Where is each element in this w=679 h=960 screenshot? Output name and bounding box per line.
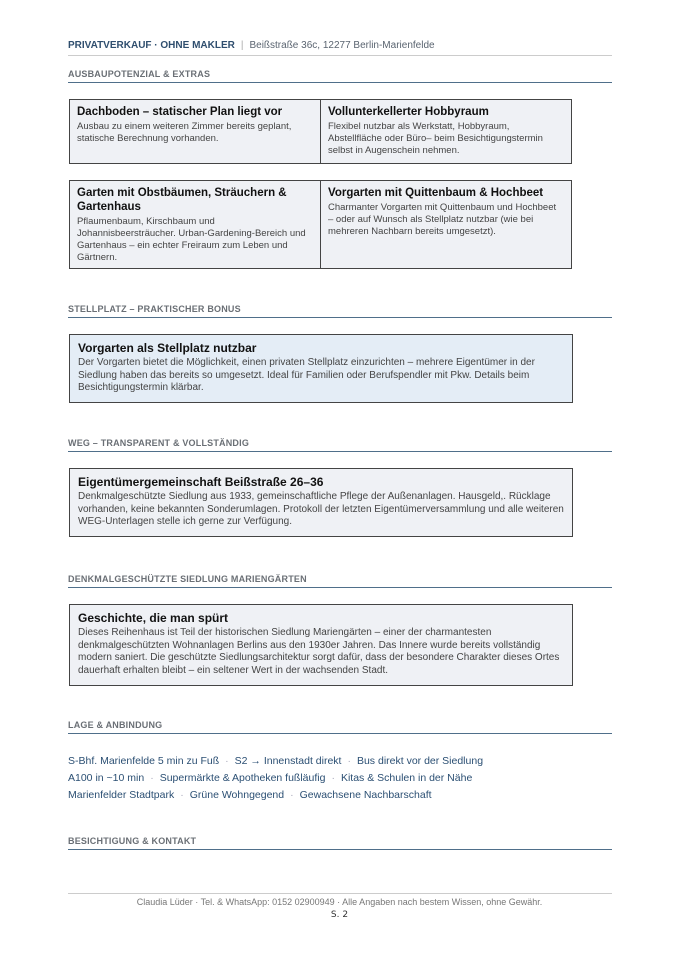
denkmal-box xyxy=(69,604,573,686)
stellplatz-box xyxy=(69,334,573,403)
box-title: Eigentümergemeinschaft Beißstraße 26–36 xyxy=(78,475,324,489)
card-title: Vollunterkellerter Hobbyraum xyxy=(328,106,489,118)
header-separator: | xyxy=(240,40,244,51)
box-text: Dieses Reihenhaus ist Teil der historischen Siedlung Mariengärten – einer der charmantesten denkmalgeschützten Wohnanlagen Berlins aus den 1930er Jahren. Das Innere wurde bereits vollständig modern saniert. Die geschützte Siedlungsarchitektur sorgt dafür, dass der besondere Charakter dieses Ortes dauerhaft erhalten bleibt – ein seltener Wert in der wachsenden Stadt. xyxy=(78,627,560,676)
lage-list xyxy=(68,753,483,804)
section-heading-kontakt: BESICHTIGUNG & KONTAKT xyxy=(68,836,612,850)
section-heading-denkmal: DENKMALGESCHÜTZTE SIEDLUNG MARIENGÄRTEN xyxy=(68,574,612,588)
lage-item: Bus direkt vor der Siedlung xyxy=(356,755,484,767)
card-text: Ausbau zu einem weiteren Zimmer bereits geplant, statische Berechnung vorhanden. xyxy=(77,121,292,144)
card-title: Garten mit Obstbäumen, Sträuchern & Gartenhaus xyxy=(77,187,287,213)
box-text: Der Vorgarten bietet die Möglichkeit, einen privaten Stellplatz einzurichten – mehrere Eigentümer in der Siedlung haben das bereits so umgesetzt. Ideal für Familien oder Berufspendler mit Pkw. Details beim Besichtigungstermin klärbar. xyxy=(78,357,535,393)
card-text: Pflaumenbaum, Kirschbaum und Johannisbeersträucher. Urban-Gardening-Bereich und Gartenhaus – ein echter Freiraum zum Leben und Gärtnern. xyxy=(77,216,306,263)
lage-line xyxy=(68,753,483,770)
card-vorgarten xyxy=(320,181,571,268)
header-title: PRIVATVERKAUF · OHNE MAKLER xyxy=(68,40,235,51)
dot-separator: · xyxy=(347,755,351,767)
card-text: Charmanter Vorgarten mit Quittenbaum und Hochbeet – oder auf Wunsch als Stellplatz nutzbar (wie bei mehreren Nachbarn bereits umgesetzt). xyxy=(328,202,557,237)
footer-rule xyxy=(68,893,612,894)
footer-text: Claudia Lüder · Tel. & WhatsApp: 0152 02900949 · Alle Angaben nach bestem Wissen, ohne Gewähr. xyxy=(136,897,543,907)
box-title: Vorgarten als Stellplatz nutzbar xyxy=(78,341,257,355)
dot-separator: · xyxy=(331,772,335,784)
lage-item: Marienfelder Stadtpark xyxy=(68,789,175,801)
extras-row-2 xyxy=(69,180,572,269)
section-heading-stellplatz: STELLPLATZ – PRAKTISCHER BONUS xyxy=(68,304,612,318)
card-garten xyxy=(70,181,320,268)
page-number: S. 2 xyxy=(330,910,349,920)
header-address: Beißstraße 36c, 12277 Berlin-Marienfelde xyxy=(249,40,435,51)
lage-item: S2 → Innenstadt direkt xyxy=(234,755,342,767)
page-header xyxy=(68,40,435,51)
box-title: Geschichte, die man spürt xyxy=(78,611,229,625)
lage-item: S-Bhf. Marienfelde 5 min zu Fuß xyxy=(68,755,220,767)
card-text: Flexibel nutzbar als Werkstatt, Hobbyraum, Abstellfläche oder Büro– beim Besichtigungstermin selbst in Augenschein nehmen. xyxy=(328,121,543,156)
section-heading-extras: AUSBAUPOTENZIAL & EXTRAS xyxy=(68,69,612,83)
section-heading-weg: WEG – TRANSPARENT & VOLLSTÄNDIG xyxy=(68,438,612,452)
dot-separator: · xyxy=(225,755,229,767)
lage-item: Gewachsene Nachbarschaft xyxy=(299,789,432,801)
dot-separator: · xyxy=(290,789,294,801)
dot-separator: · xyxy=(150,772,154,784)
card-title: Vorgarten mit Quittenbaum & Hochbeet xyxy=(328,187,544,199)
card-title: Dachboden – statischer Plan liegt vor xyxy=(77,106,283,118)
section-heading-lage: LAGE & ANBINDUNG xyxy=(68,720,612,734)
box-text: Denkmalgeschützte Siedlung aus 1933, gemeinschaftliche Pflege der Außenanlagen. Hausgeld,. Rücklage vorhanden, keine bekannten Sonderumlagen. Protokoll der letzten Eigentümerversammlung und alle weiteren WEG-Unterlagen stelle ich gerne zur Verfügung. xyxy=(78,491,564,527)
lage-item: Supermärkte & Apotheken fußläufig xyxy=(159,772,326,784)
card-hobbyraum xyxy=(320,100,571,163)
lage-item: Grüne Wohngegend xyxy=(189,789,285,801)
extras-row-1 xyxy=(69,99,572,164)
header-rule xyxy=(68,55,612,56)
lage-item: Kitas & Schulen in der Nähe xyxy=(340,772,473,784)
lage-item: A100 in ~10 min xyxy=(68,772,145,784)
lage-line xyxy=(68,787,483,804)
dot-separator: · xyxy=(180,789,184,801)
weg-box xyxy=(69,468,573,537)
card-dachboden xyxy=(70,100,320,163)
lage-line xyxy=(68,770,483,787)
